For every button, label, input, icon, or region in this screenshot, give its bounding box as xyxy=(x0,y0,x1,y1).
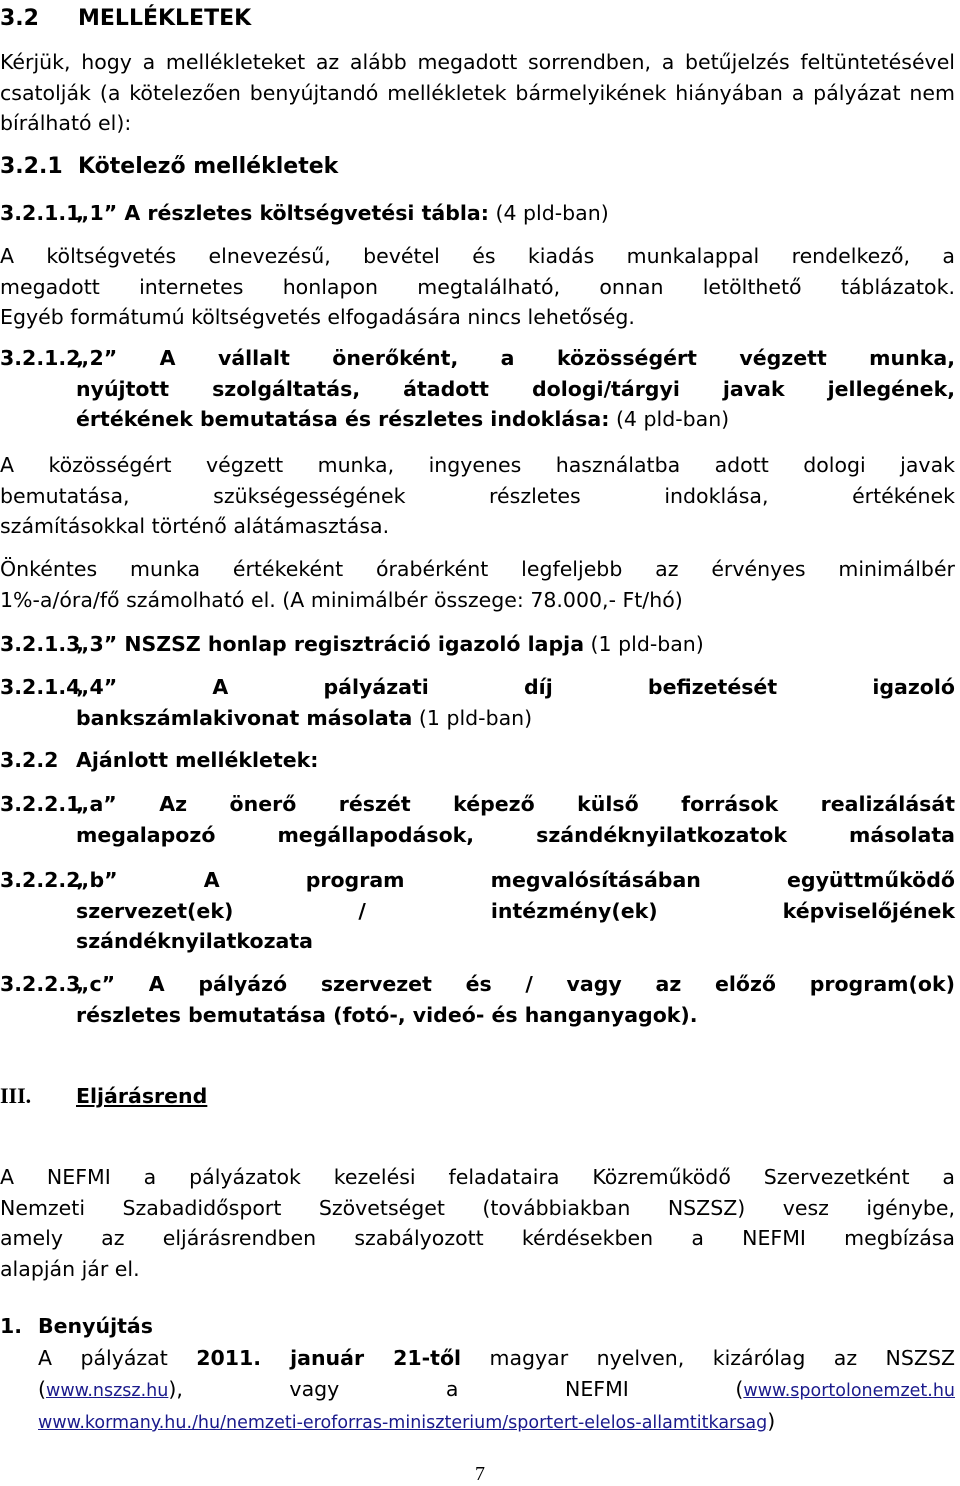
item-3-2-2-2 xyxy=(0,865,955,957)
item-title-line: „a” Az önerő részét képező külső források realizálását xyxy=(76,792,955,816)
item-title-line: „2” A vállalt önerőként, a közösségért végzett munka, xyxy=(76,346,955,370)
item-title-line: értékének bemutatása és részletes indoklása: xyxy=(76,407,610,431)
text-line: Egyéb formátumú költségvetés elfogadására nincs lehetőség. xyxy=(0,305,635,329)
subsection-heading-benyujtas xyxy=(0,1311,955,1342)
item-copies: (1 pld-ban) xyxy=(412,705,533,730)
text-line: Önkéntes munka értékeként órabérként legfeljebb az érvényes minimálbér xyxy=(0,557,955,581)
nefmi-paragraph xyxy=(0,1162,955,1284)
page-number: 7 xyxy=(475,1463,485,1485)
item-3-2-1-2-text xyxy=(0,450,955,542)
text-line: amely az eljárásrendben szabályozott kérdésekben a NEFMI megbízása xyxy=(0,1226,955,1250)
subsection-number: 1. xyxy=(0,1314,23,1338)
text-line: számításokkal történő alátámasztása. xyxy=(0,514,390,538)
item-copies: (4 pld-ban) xyxy=(609,407,730,431)
item-title-line: „4” A pályázati díj befizetését igazoló xyxy=(76,675,955,699)
item-title-line: „c” A pályázó szervezet és / vagy az előző program(ok) xyxy=(76,972,955,996)
item-number: 3.2.1.3 xyxy=(0,632,81,656)
intro-paragraph: Kérjük, hogy a mellékleteket az alább megadott sorrendben, a betűjelzés feltüntetésével csatolják (a kötelezően benyújtandó mellékletek bármelyikének hiányában a pályázat nem bírálható el): xyxy=(0,50,955,135)
text-run: ( xyxy=(38,1376,46,1401)
kormany-link[interactable]: www.kormany.hu./hu/nemzeti-eroforras-miniszterium/sportert-elelos-allamtitkarsag xyxy=(38,1413,768,1433)
item-copies: (4 pld-ban) xyxy=(488,201,609,225)
item-title: „1” A részletes költségvetési tábla: xyxy=(76,201,489,225)
text-line xyxy=(38,1374,955,1407)
item-3-2-1-2-heading xyxy=(0,343,955,435)
text-line xyxy=(38,1406,955,1439)
sportolonemzet-link[interactable]: www.sportolonemzet.hu xyxy=(743,1380,955,1401)
text-run: magyar nyelven, kizárólag az NSZSZ xyxy=(461,1346,955,1370)
item-3-2-2-3 xyxy=(0,969,955,1031)
text-line: A NEFMI a pályázatok kezelési feladataira Közreműködő Szervezetként a xyxy=(0,1165,955,1189)
item-title-line: nyújtott szolgáltatás, átadott dologi/tárgyi javak jellegének, xyxy=(76,376,955,401)
text-run: A pályázat xyxy=(38,1346,197,1370)
item-number: 3.2.1.1 xyxy=(0,201,81,225)
item-number: 3.2.1.2 xyxy=(0,346,81,370)
section-title: Ajánlott mellékletek: xyxy=(76,748,319,772)
nszsz-link[interactable]: www.nszsz.hu xyxy=(46,1380,169,1401)
chapter-heading-iii xyxy=(0,1081,955,1112)
section-heading-3-2-1 xyxy=(0,152,955,183)
text-line: A költségvetés elnevezésű, bevétel és kiadás munkalappal rendelkező, a xyxy=(0,244,955,268)
item-number: 3.2.1.4 xyxy=(0,675,81,699)
text-line: alapján jár el. xyxy=(0,1256,140,1281)
item-3-2-1-1-text xyxy=(0,241,955,333)
item-3-2-1-2-note xyxy=(0,554,955,615)
benyujtas-text xyxy=(38,1343,955,1439)
section-title: MELLÉKLETEK xyxy=(78,6,252,31)
item-number: 3.2.2.1 xyxy=(0,792,81,816)
item-title-line: „b” A program megvalósításában együttműködő xyxy=(76,868,955,892)
section-title: Kötelező mellékletek xyxy=(78,154,339,179)
text-run: ) xyxy=(767,1409,776,1433)
text-line: A közösségért végzett munka, ingyenes használatba adott dologi javak xyxy=(0,453,955,477)
text-line: megadott internetes honlapon megtalálható, onnan letölthető táblázatok. xyxy=(0,274,955,299)
item-3-2-1-4 xyxy=(0,672,955,734)
chapter-title: Eljárásrend xyxy=(76,1084,208,1108)
text-line: bemutatása, szükségességének részletes indoklása, értékének xyxy=(0,483,955,508)
text-run: ), vagy a NEFMI ( xyxy=(168,1376,744,1401)
item-title: „3” NSZSZ honlap regisztráció igazoló lapja xyxy=(76,632,585,656)
item-title-line: megalapozó megállapodások, szándéknyilatkozatok másolata xyxy=(76,822,955,847)
section-number: 3.2.1 xyxy=(0,154,63,179)
section-number: 3.2 xyxy=(0,6,39,31)
date-text: 2011. január 21-től xyxy=(196,1346,462,1370)
item-copies: (1 pld-ban) xyxy=(584,632,704,656)
item-title-line: szándéknyilatkozata xyxy=(76,929,313,953)
item-number: 3.2.2.2 xyxy=(0,868,81,892)
item-title-line: szervezet(ek) / intézmény(ek) képviselőjének xyxy=(76,898,955,923)
chapter-number: III. xyxy=(0,1083,32,1108)
text-line: 1%-a/óra/fő számolható el. (A minimálbér összege: 78.000,- Ft/hó) xyxy=(0,587,683,612)
item-3-2-2-1 xyxy=(0,789,955,851)
text-line: Nemzeti Szabadidősport Szövetséget (továbbiakban NSZSZ) vesz igénybe, xyxy=(0,1195,955,1220)
item-number: 3.2.2.3 xyxy=(0,972,81,996)
subsection-title: Benyújtás xyxy=(38,1314,153,1338)
item-title-line: bankszámlakivonat másolata xyxy=(76,705,413,730)
section-heading-3-2 xyxy=(0,4,955,35)
section-number: 3.2.2 xyxy=(0,748,59,772)
section-heading-3-2-2 xyxy=(0,745,955,776)
item-title-line: részletes bemutatása (fotó-, videó- és hanganyagok). xyxy=(76,1002,698,1027)
text-line xyxy=(38,1343,955,1374)
